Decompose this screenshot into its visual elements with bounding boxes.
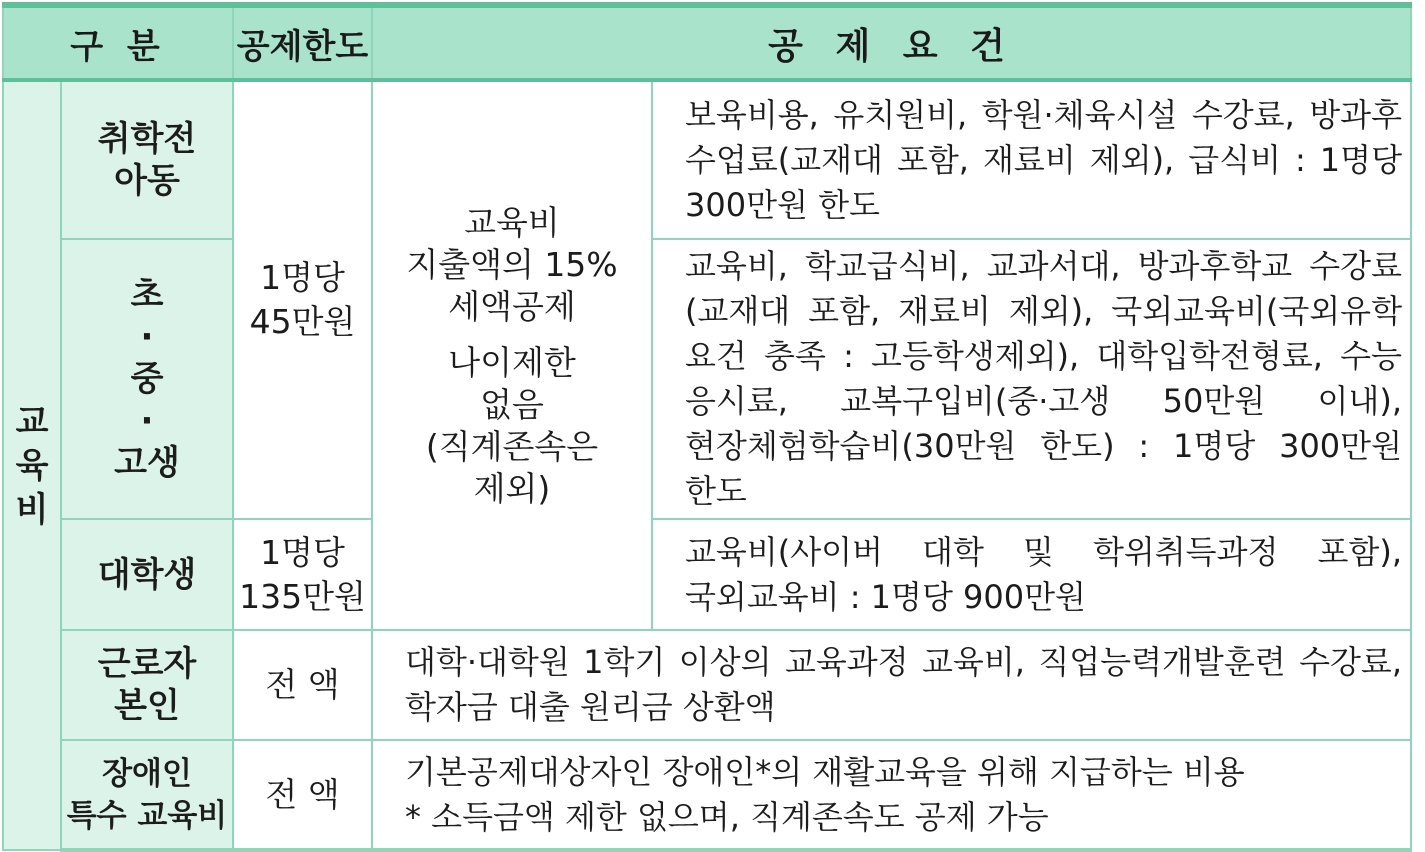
sub-category-line: 초 — [130, 275, 164, 315]
requirement-note: * 소득금액 제한 없으며, 직계존속도 공제 가능 — [405, 797, 1049, 836]
main-category-education-expense — [3, 80, 61, 850]
header-limit: 공제한도 — [233, 5, 372, 80]
condition-line: 나이제한 — [448, 342, 576, 382]
main-category-char: 육 — [15, 445, 49, 486]
requirement-line: 기본공제대상자인 장애인*의 재활교육을 위해 지급하는 비용 — [405, 752, 1245, 791]
limit-line: 1명당 — [260, 532, 345, 572]
limit-per-child-135 — [233, 519, 372, 630]
sub-category-worker — [61, 630, 233, 740]
limit-line: 135만원 — [239, 576, 366, 616]
limit-line: 1명당 — [260, 258, 345, 297]
condition-line: 세액공제 — [448, 286, 576, 326]
limit-full-disabled: 전 액 — [233, 740, 372, 850]
limit-full-worker: 전 액 — [233, 630, 372, 740]
requirement-school: 교육비, 학교급식비, 교과서대, 방과후학교 수강료(교재대 포함, 재료비 제외), 국외교육비(국외유학 요건 충족 : 고등학생제외), 대학입학전형료, 수능 응시료, 교복구입비(중·고생 50만원 이내), 현장체험학습비(30만원 한도) : 1명당 300만원 한도 — [652, 239, 1411, 519]
header-row — [3, 5, 1411, 80]
row-school — [3, 239, 1411, 519]
main-category-char: 교 — [15, 401, 49, 442]
limit-per-child-45 — [233, 80, 372, 519]
limit-line: 45만원 — [249, 302, 356, 341]
row-worker-self — [3, 630, 1411, 740]
sub-category-school — [61, 239, 233, 519]
main-category-char: 비 — [15, 489, 49, 530]
row-disabled — [3, 740, 1411, 850]
requirement-disabled — [372, 740, 1411, 850]
sub-category-line: · — [140, 317, 154, 357]
condition-line: 없음 — [480, 384, 544, 424]
condition-line: (직계존속은 — [425, 426, 599, 466]
deduction-condition — [372, 80, 652, 630]
requirement-preschool: 보육비용, 유치원비, 학원·체육시설 수강료, 방과후 수업료(교재대 포함, 재료비 제외), 급식비 : 1명당 300만원 한도 — [652, 80, 1411, 239]
sub-category-line: 고생 — [114, 443, 180, 483]
condition-line: 교육비 — [464, 202, 560, 242]
condition-line: 제외) — [473, 468, 551, 508]
sub-category-university: 대학생 — [61, 519, 233, 630]
sub-category-line: · — [140, 401, 154, 441]
sub-category-preschool — [61, 80, 233, 239]
education-deduction-table — [2, 2, 1412, 852]
sub-category-line: 근로자 — [97, 644, 197, 684]
row-preschool — [3, 80, 1411, 239]
sub-category-line: 장애인 — [102, 755, 192, 792]
sub-category-line: 특수 교육비 — [66, 797, 228, 834]
sub-category-disabled — [61, 740, 233, 850]
sub-category-line: 취학전 — [97, 119, 197, 159]
sub-category-line: 본인 — [114, 686, 180, 726]
header-category: 구 분 — [3, 5, 233, 80]
sub-category-line: 아동 — [114, 161, 180, 201]
sub-category-line: 중 — [130, 359, 164, 399]
condition-line: 지출액의 15% — [406, 244, 618, 284]
header-requirement: 공 제 요 건 — [372, 5, 1411, 80]
requirement-worker: 대학·대학원 1학기 이상의 교육과정 교육비, 직업능력개발훈련 수강료, 학자금 대출 원리금 상환액 — [372, 630, 1411, 740]
requirement-university: 교육비(사이버 대학 및 학위취득과정 포함), 국외교육비 : 1명당 900만원 — [652, 519, 1411, 630]
row-university — [3, 519, 1411, 630]
